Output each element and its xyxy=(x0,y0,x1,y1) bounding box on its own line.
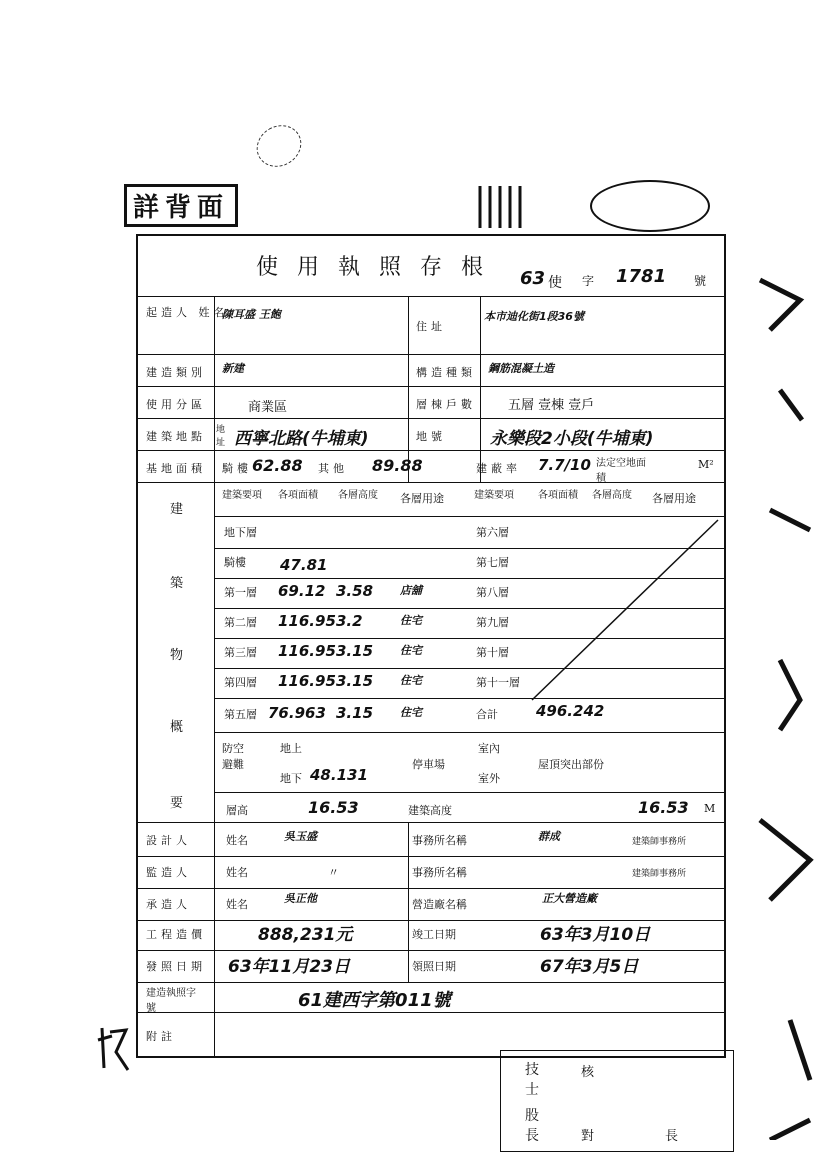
approval-verify: 對 xyxy=(581,1129,595,1144)
side-label-2: 築 xyxy=(170,576,184,591)
floor-name-right: 第七層 xyxy=(476,556,509,569)
done-label: 竣工日期 xyxy=(412,928,456,941)
permit-ref: 61建西字第011號 xyxy=(298,990,451,1011)
side-label-5: 要 xyxy=(170,796,184,811)
hdr-area-left: 各項面積 xyxy=(278,490,318,501)
site-label: 建築地點 xyxy=(146,430,206,443)
contractor-firm-label: 營造廠名稱 xyxy=(412,898,467,911)
site-address-label: 地址 xyxy=(216,425,226,448)
story-height: 16.53 xyxy=(308,798,359,817)
floor-name: 第二層 xyxy=(224,616,257,629)
floor-use: 住宅 xyxy=(400,614,422,627)
height-unit: M xyxy=(704,802,716,815)
supervisor-name: 〃 xyxy=(328,866,339,879)
floor-height: 3.15 xyxy=(336,704,374,722)
designer-name-label: 姓名 xyxy=(226,834,248,847)
void-strike xyxy=(528,516,724,706)
floors-label: 層棟戶數 xyxy=(416,398,476,411)
bldg-height: 16.53 xyxy=(638,798,689,817)
structure-value: 鋼筋混凝土造 xyxy=(488,362,554,375)
zone-value: 商業區 xyxy=(248,400,288,415)
floor-area: 116.95 xyxy=(278,672,336,690)
floor-area: 116.95 xyxy=(278,642,336,660)
side-label-3: 物 xyxy=(170,648,184,663)
designer-office: 群成 xyxy=(538,830,560,843)
faint-seal xyxy=(249,117,309,175)
hdr-height-right: 各層高度 xyxy=(592,490,632,501)
floor-name-right: 第九層 xyxy=(476,616,509,629)
floor-use: 住宅 xyxy=(400,644,422,657)
other-area: 89.88 xyxy=(372,456,423,475)
top-right-seal-text xyxy=(476,182,586,232)
designer-stamp: 建築師事務所 xyxy=(632,837,687,847)
contractor-name: 吳正他 xyxy=(284,892,317,905)
structure-label: 構造種類 xyxy=(416,366,476,379)
floor-height: 3.58 xyxy=(336,582,374,600)
approval-head: 長 xyxy=(665,1129,679,1144)
issue-label: 發照日期 xyxy=(146,960,206,973)
hdr-use-left: 各層用途 xyxy=(400,492,444,505)
site-lot: 永樂段2小段(牛埔東) xyxy=(490,429,654,449)
roof-label: 屋頂突出部份 xyxy=(538,758,604,771)
zone-label: 使用分區 xyxy=(146,398,206,411)
floor-name: 第一層 xyxy=(224,586,257,599)
permit-year: 63 xyxy=(520,268,546,289)
build-type-label: 建造類別 xyxy=(146,366,206,379)
side-label-1: 建 xyxy=(170,502,184,517)
supervisor-name-label: 姓名 xyxy=(226,866,248,879)
designer-office-label: 事務所名稱 xyxy=(412,834,467,847)
floor-name-right: 第八層 xyxy=(476,586,509,599)
contractor-label: 承造人 xyxy=(146,898,191,911)
shelter-label: 防空避難 xyxy=(222,742,244,771)
cost-label: 工程造價 xyxy=(146,928,206,941)
hdr-item-left: 建築要項 xyxy=(222,490,262,501)
hdr-use-right: 各層用途 xyxy=(652,492,696,505)
contractor-name-label: 姓名 xyxy=(226,898,248,911)
parking-indoor: 室內 xyxy=(478,742,500,755)
permit-no: 1781 xyxy=(616,266,667,287)
parking-outdoor: 室外 xyxy=(478,772,500,785)
site-road: 西寧北路(牛埔東) xyxy=(234,429,369,449)
story-height-label: 層高 xyxy=(226,804,248,817)
floor-area: 47.81 xyxy=(280,556,328,574)
floor-height: 3.2 xyxy=(336,612,363,630)
floors-value: 五層 壹棟 壹戶 xyxy=(508,398,595,413)
floor-name-right: 第十層 xyxy=(476,646,509,659)
side-label-4: 概 xyxy=(170,720,184,735)
supervisor-label: 監造人 xyxy=(146,866,191,879)
ratio-label: 建蔽率 xyxy=(476,462,521,475)
floor-name: 騎樓 xyxy=(224,556,246,569)
permit-suffix: 號 xyxy=(694,274,707,288)
left-margin-mark xyxy=(96,1022,132,1074)
floor-area: 116.95 xyxy=(278,612,336,630)
receive-label: 領照日期 xyxy=(412,960,456,973)
approval-check: 核 xyxy=(581,1065,595,1080)
open-space-label: 法定空地面積 xyxy=(596,458,646,484)
supervisor-office-label: 事務所名稱 xyxy=(412,866,467,879)
floor-area: 76.963 xyxy=(268,704,326,722)
form-title: 使 用 執 照 存 根 xyxy=(256,255,489,280)
round-seal xyxy=(590,180,710,232)
bldg-height-label: 建築高度 xyxy=(408,804,452,817)
hdr-item-right: 建築要項 xyxy=(474,490,514,501)
floor-name-right: 第六層 xyxy=(476,526,509,539)
cost-value: 888,231元 xyxy=(258,925,353,945)
floor-name: 地下層 xyxy=(224,526,257,539)
shelter-below-value: 48.131 xyxy=(310,766,368,784)
approval-chief: 股長 xyxy=(525,1108,539,1144)
arcade-area: 62.88 xyxy=(252,456,303,475)
builder-names: 陳耳盛 王飽 xyxy=(222,308,281,321)
area-label: 基地面積 xyxy=(146,462,206,475)
approval-tech: 技士 xyxy=(525,1062,539,1098)
designer-label: 設計人 xyxy=(146,834,191,847)
floor-name: 第五層 xyxy=(224,708,257,721)
lot-label: 地號 xyxy=(416,430,446,443)
contractor-firm: 正大營造廠 xyxy=(542,892,597,905)
floor-name-right: 第十一層 xyxy=(476,676,520,689)
hdr-height-left: 各層高度 xyxy=(338,490,378,501)
ratio-value: 7.7/10 xyxy=(538,456,591,474)
done-date: 63年3月10日 xyxy=(540,925,651,945)
detail-back-stamp: 詳背面 xyxy=(124,184,238,227)
margin-handwriting xyxy=(740,260,832,1140)
arcade-label: 騎樓 xyxy=(222,462,252,475)
floor-name-right: 合計 xyxy=(476,708,498,721)
floor-name: 第三層 xyxy=(224,646,257,659)
remarks-label: 附註 xyxy=(146,1030,176,1043)
builder-address: 本市迪化街1段36號 xyxy=(484,310,584,323)
other-label: 其他 xyxy=(318,462,348,475)
builder-label: 起造人 姓名 xyxy=(146,306,229,319)
floor-area: 69.12 xyxy=(278,582,326,600)
permit-ref-label: 建造執照字號 xyxy=(146,988,196,1014)
designer-name: 吳玉盛 xyxy=(284,830,317,843)
floor-name: 第四層 xyxy=(224,676,257,689)
floor-height: 3.15 xyxy=(336,642,374,660)
receive-date: 67年3月5日 xyxy=(540,957,639,977)
shelter-below: 地下 xyxy=(280,772,302,785)
permit-type: 使 xyxy=(548,275,562,291)
floor-use: 住宅 xyxy=(400,674,422,687)
permit-form xyxy=(136,234,726,1058)
shelter-above: 地上 xyxy=(280,742,302,755)
approval-strip xyxy=(500,1050,734,1152)
open-space-unit: M² xyxy=(698,458,714,471)
total-area: 496.242 xyxy=(536,702,605,720)
supervisor-stamp: 建築師事務所 xyxy=(632,869,687,879)
permit-char: 字 xyxy=(582,274,595,288)
build-type-value: 新建 xyxy=(222,362,244,375)
floor-use: 住宅 xyxy=(400,706,422,719)
issue-date: 63年11月23日 xyxy=(228,957,350,977)
hdr-area-right: 各項面積 xyxy=(538,490,578,501)
floor-height: 3.15 xyxy=(336,672,374,690)
parking-label: 停車場 xyxy=(412,758,445,771)
floor-use: 店舖 xyxy=(400,584,422,597)
address-label: 住址 xyxy=(416,320,446,333)
